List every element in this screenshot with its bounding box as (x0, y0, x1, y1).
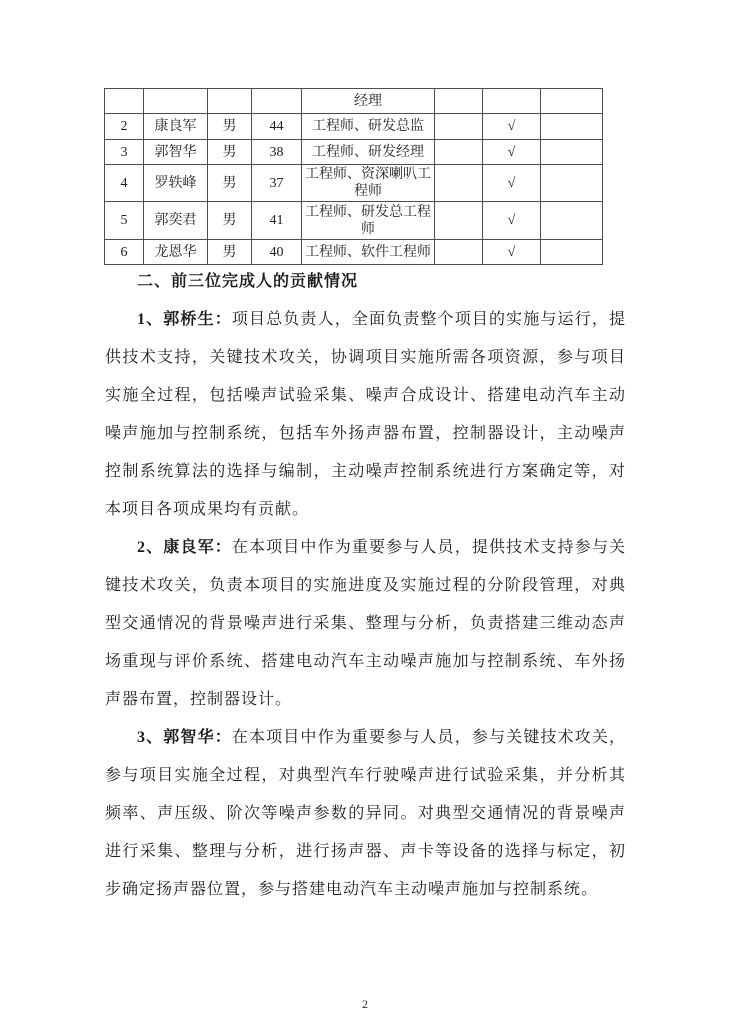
document-body (105, 263, 626, 909)
page-number: 2 (362, 997, 368, 1011)
cell-name: 康良军 (144, 114, 208, 140)
cell-blank (541, 89, 603, 114)
cell-name (144, 89, 208, 114)
section-heading: 二、前三位完成人的贡献情况 (137, 273, 359, 290)
cell-blank (435, 89, 483, 114)
cell-name: 罗轶峰 (144, 165, 208, 202)
cell-gender: 男 (208, 240, 252, 265)
contributor-3-text: 在本项目中作为重要参与人员，参与关键技术攻关，参与项目实施全过程，对典型汽车行驶噪声进行试验采集，并分析其频率、声压级、阶次等噪声参数的异同。对典型交通情况的背景噪声进行采集、整理与分析，进行扬声器、声卡等设备的选择与标定，初步确定扬声器位置，参与搭建电动汽车主动噪声施加与控制系统。 (105, 729, 626, 898)
cell-checkmark: √ (483, 114, 541, 140)
cell-age: 38 (252, 140, 302, 165)
cell-gender: 男 (208, 202, 252, 240)
cell-blank (541, 114, 603, 140)
cell-title: 经理 (302, 89, 435, 114)
cell-checkmark: √ (483, 202, 541, 240)
cell-title: 工程师、研发总监 (302, 114, 435, 140)
cell-blank (541, 202, 603, 240)
cell-blank (435, 140, 483, 165)
cell-name: 郭奕君 (144, 202, 208, 240)
cell-age: 37 (252, 165, 302, 202)
cell-gender: 男 (208, 114, 252, 140)
cell-blank (541, 165, 603, 202)
cell-age: 44 (252, 114, 302, 140)
cell-blank (435, 202, 483, 240)
cell-num: 4 (105, 165, 144, 202)
cell-name: 龙恩华 (144, 240, 208, 265)
cell-title: 工程师、研发经理 (302, 140, 435, 165)
cell-blank (435, 240, 483, 265)
contributor-2-text: 在本项目中作为重要参与人员，提供技术支持参与关键技术攻关，负责本项目的实施进度及实施过程的分阶段管理，对典型交通情况的背景噪声进行采集、整理与分析，负责搭建三维动态声场重现与评价系统、搭建电动汽车主动噪声施加与控制系统、车外扬声器布置，控制器设计。 (105, 539, 626, 708)
paragraph-contributor-1 (105, 301, 626, 529)
cell-gender: 男 (208, 140, 252, 165)
cell-name: 郭智华 (144, 140, 208, 165)
cell-title: 工程师、资深喇叭工程师 (302, 165, 435, 202)
contributor-1-text: 项目总负责人，全面负责整个项目的实施与运行，提供技术支持，关键技术攻关，协调项目实施所需各项资源，参与项目实施全过程，包括噪声试验采集、噪声合成设计、搭建电动汽车主动噪声施加与控制系统，包括车外扬声器布置，控制器设计，主动噪声控制系统算法的选择与编制，主动噪声控制系统进行方案确定等，对本项目各项成果均有贡献。 (105, 311, 626, 518)
table-row (105, 89, 603, 114)
cell-checkmark (483, 89, 541, 114)
paragraph-contributor-2 (105, 529, 626, 719)
cell-age: 40 (252, 240, 302, 265)
table-row (105, 114, 603, 140)
table-row (105, 165, 603, 202)
cell-checkmark: √ (483, 240, 541, 265)
cell-blank (541, 140, 603, 165)
cell-gender (208, 89, 252, 114)
cell-num: 3 (105, 140, 144, 165)
cell-gender: 男 (208, 165, 252, 202)
cell-blank (435, 114, 483, 140)
cell-blank (435, 165, 483, 202)
cell-num: 5 (105, 202, 144, 240)
paragraph-contributor-3 (105, 719, 626, 909)
cell-num: 6 (105, 240, 144, 265)
cell-age (252, 89, 302, 114)
contributor-2-name: 2、康良军： (137, 539, 232, 556)
cell-num: 2 (105, 114, 144, 140)
cell-blank (541, 240, 603, 265)
personnel-table (104, 88, 603, 265)
cell-num (105, 89, 144, 114)
table-row (105, 202, 603, 240)
cell-title: 工程师、研发总工程师 (302, 202, 435, 240)
cell-age: 41 (252, 202, 302, 240)
cell-checkmark: √ (483, 140, 541, 165)
cell-checkmark: √ (483, 165, 541, 202)
table-row (105, 240, 603, 265)
cell-title: 工程师、软件工程师 (302, 240, 435, 265)
contributor-1-name: 1、郭桥生： (137, 311, 232, 328)
table-row (105, 140, 603, 165)
contributor-3-name: 3、郭智华： (137, 729, 232, 746)
